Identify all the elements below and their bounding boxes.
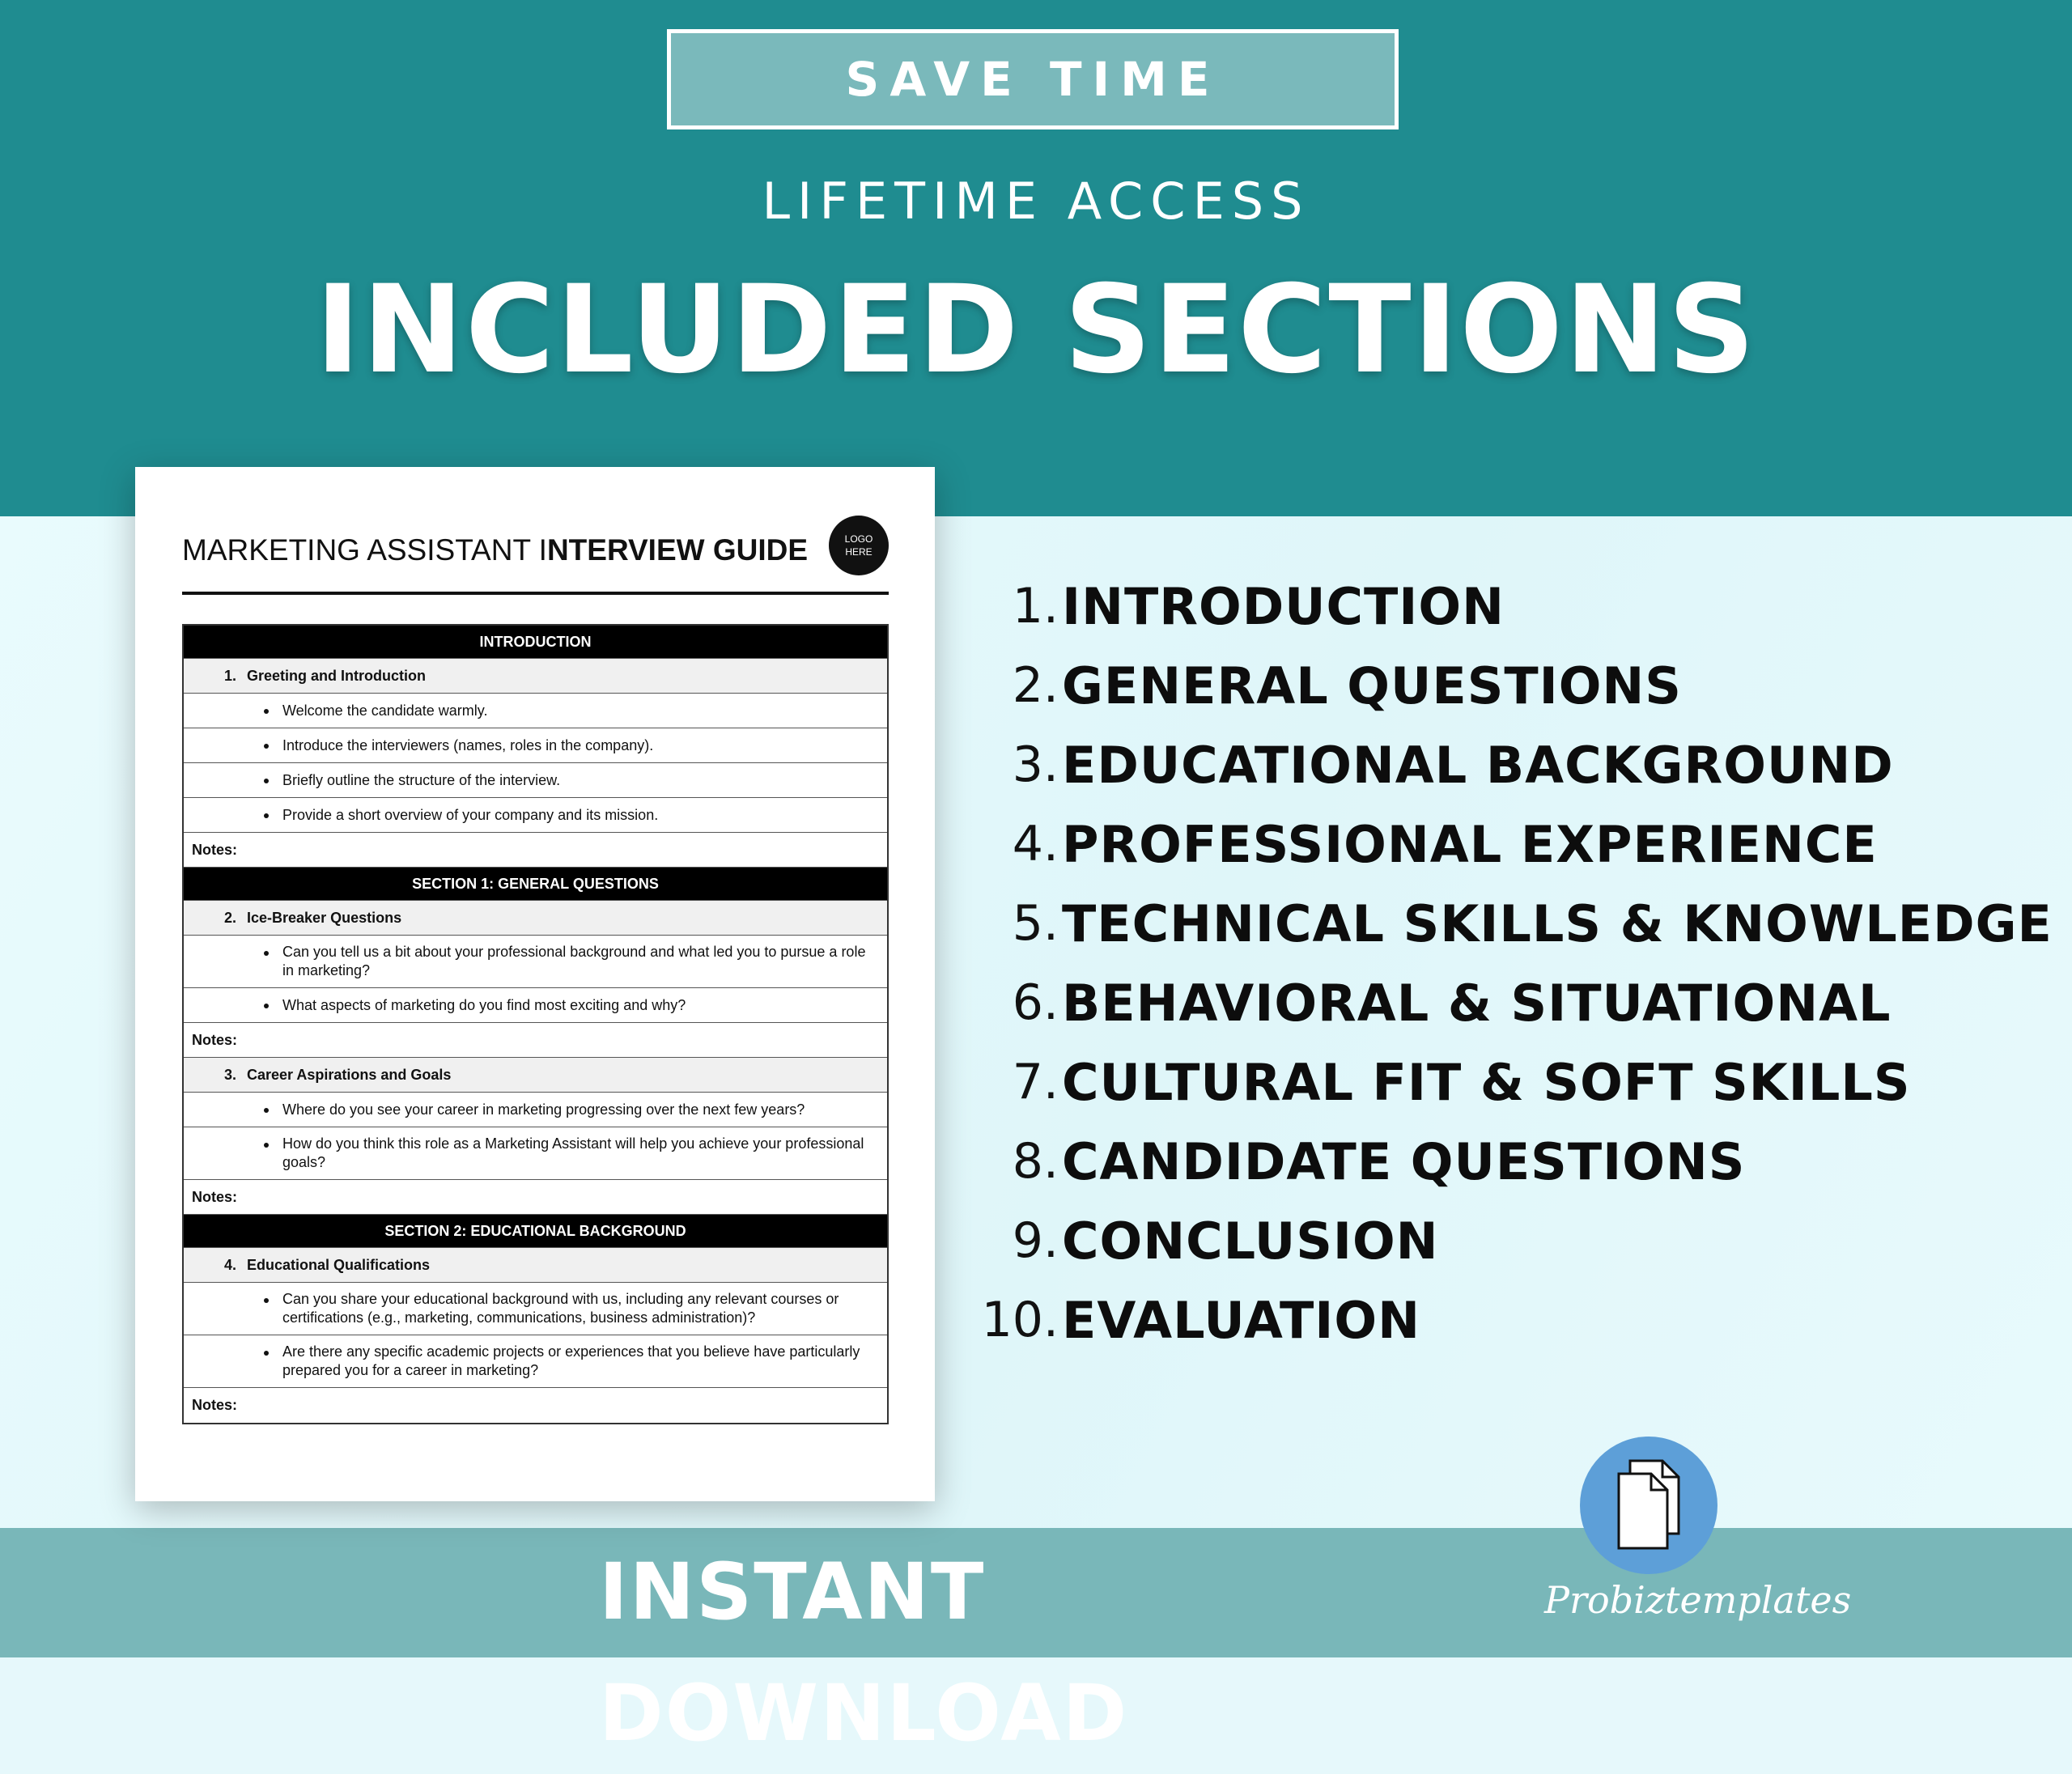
bullet-row: How do you think this role as a Marketing Assistant will help you achieve your professional goals?	[184, 1127, 887, 1180]
bullet-row: Can you share your educational background with us, including any relevant courses or certifications (e.g., marketing, communications, business administration)?	[184, 1283, 887, 1335]
question-heading: 3. Career Aspirations and Goals	[184, 1058, 887, 1093]
section-item: 8. CANDIDATE QUESTIONS	[1012, 1131, 1746, 1191]
section-item: 10. EVALUATION	[981, 1290, 1420, 1350]
bullet-row: Where do you see your career in marketing progressing over the next few years?	[184, 1093, 887, 1127]
bullet-row: Briefly outline the structure of the interview.	[184, 763, 887, 798]
page-title: INCLUDED SECTIONS	[315, 260, 1757, 401]
bullet-row: Can you tell us a bit about your professional background and what led you to pursue a role in marketing?	[184, 936, 887, 988]
section-item: 3. EDUCATIONAL BACKGROUND	[1012, 735, 1894, 795]
notes-row: Notes:	[184, 833, 887, 868]
section-item: 9. CONCLUSION	[1012, 1211, 1439, 1271]
section-item: 6. BEHAVIORAL & SITUATIONAL	[1012, 973, 1892, 1033]
instant-download-text: INSTANT DOWNLOAD	[599, 1547, 1129, 1759]
bullet-row: Welcome the candidate warmly.	[184, 694, 887, 728]
document-title: MARKETING ASSISTANT INTERVIEW GUIDE	[182, 533, 809, 567]
section-item: 5. TECHNICAL SKILLS & KNOWLEDGE	[1012, 893, 2053, 953]
question-heading: 1. Greeting and Introduction	[184, 659, 887, 694]
bullet-row: Introduce the interviewers (names, roles in the company).	[184, 728, 887, 763]
bullet-row: Provide a short overview of your company and its mission.	[184, 798, 887, 833]
bullet-row: What aspects of marketing do you find most exciting and why?	[184, 988, 887, 1023]
save-time-badge: SAVE TIME	[667, 29, 1399, 129]
included-sections-list	[971, 567, 2053, 1360]
question-heading: 2. Ice-Breaker Questions	[184, 901, 887, 936]
document-preview	[135, 467, 935, 1501]
notes-row: Notes:	[184, 1180, 887, 1215]
section-header-educational: SECTION 2: EDUCATIONAL BACKGROUND	[184, 1215, 887, 1248]
notes-row: Notes:	[192, 1397, 238, 1413]
section-item: 4. PROFESSIONAL EXPERIENCE	[1012, 814, 1878, 874]
bullet-row: Are there any specific academic projects or experiences that you believe have particularly prepared you for a career in marketing?	[184, 1335, 887, 1388]
title-divider	[182, 592, 889, 595]
question-heading: 4. Educational Qualifications	[184, 1248, 887, 1283]
logo-placeholder: LOGO HERE	[829, 516, 889, 575]
documents-icon-glyph	[1580, 1437, 1717, 1574]
notes-row: Notes:	[184, 1023, 887, 1058]
brand-name: Probiztemplates	[1544, 1578, 1852, 1622]
interview-table	[182, 624, 889, 1424]
section-header-introduction: INTRODUCTION	[184, 626, 887, 659]
section-item: 1. INTRODUCTION	[1012, 576, 1505, 636]
section-item: 7. CULTURAL FIT & SOFT SKILLS	[1012, 1052, 1911, 1112]
section-header-general: SECTION 1: GENERAL QUESTIONS	[184, 868, 887, 901]
documents-icon	[1580, 1437, 1717, 1574]
section-item: 2. GENERAL QUESTIONS	[1012, 656, 1682, 715]
lifetime-access-subtitle: LIFETIME ACCESS	[762, 172, 1310, 231]
